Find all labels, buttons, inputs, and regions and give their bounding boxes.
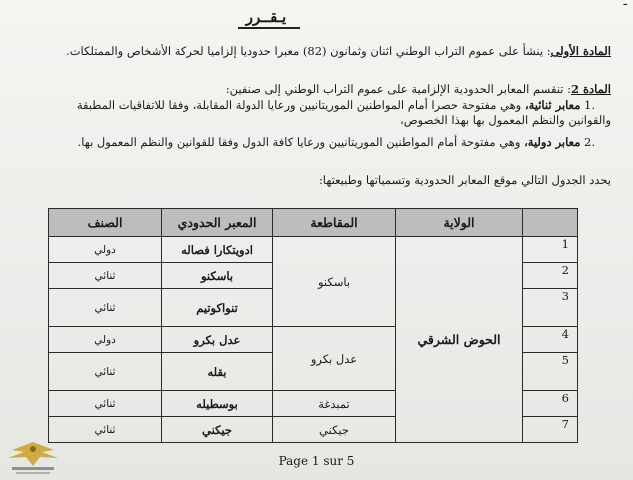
crossing-cell: تنواكوتيم	[162, 289, 273, 327]
class-cell: ثنائي	[49, 353, 162, 391]
row-number: 7	[523, 417, 578, 443]
header-class: الصنف	[49, 209, 162, 237]
header-crossing: المعبر الحدودي	[162, 209, 273, 237]
table-header-row	[49, 209, 578, 237]
moughataa-cell: عدل بكرو	[273, 327, 396, 391]
header-wilaya: الولاية	[396, 209, 523, 237]
item-1-term: معابر ثنائية،	[524, 98, 581, 112]
item-1-number: .1	[584, 98, 595, 112]
moughataa-cell: باسكنو	[273, 237, 396, 327]
crossing-cell: باسكنو	[162, 263, 273, 289]
class-cell: ثنائي	[49, 289, 162, 327]
class-cell: دولي	[49, 327, 162, 353]
eagle-logo-icon	[4, 436, 62, 476]
article-2-text: : تنقسم المعابر الحدودية الإلزامية على عموم التراب الوطني إلى صنفين:	[225, 82, 571, 96]
corner-mark: ـ	[623, 0, 627, 8]
row-number: 1	[523, 237, 578, 263]
item-2-term: معابر دولية،	[524, 135, 581, 149]
crossing-cell: بوسطيله	[162, 391, 273, 417]
header-number	[523, 209, 578, 237]
page-number: Page 1 sur 5	[278, 454, 355, 468]
item-1-text: وهي مفتوحة حصرا أمام المواطنين الموريتانيين ورعايا الدولة المقابلة، وفقا للاتفاقيات المطبقة	[76, 98, 525, 112]
row-number: 3	[523, 289, 578, 327]
table-row	[49, 237, 578, 263]
decision-title: يـقــرر	[245, 8, 287, 26]
class-cell: ثنائي	[49, 417, 162, 443]
row-number: 5	[523, 353, 578, 391]
article-1-label: المادة الأولى	[550, 44, 611, 58]
crossing-cell: عدل بكرو	[162, 327, 273, 353]
item-2	[78, 135, 595, 150]
watermark-logo	[4, 436, 62, 476]
crossing-cell: بقله	[162, 353, 273, 391]
moughataa-cell: تمبدغة	[273, 391, 396, 417]
item-2-text: وهي مفتوحة أمام المواطنين الموريتانيين ورعايا كافة الدول وفقا للقوانين والنظم المعمول بها.	[77, 135, 525, 149]
crossing-cell: جيكني	[162, 417, 273, 443]
crossing-cell: ادويتكارا فصاله	[162, 237, 273, 263]
item-2-number: .2	[584, 135, 595, 149]
article-1-text: : ينشأ على عموم التراب الوطني اثنان وثمانون (82) معبرا حدوديا إلزاميا لحركة الأشخاص والممتلكات.	[66, 44, 551, 58]
moughataa-cell: جيكني	[273, 417, 396, 443]
article-2-label: المادة 2	[570, 82, 611, 96]
wilaya-cell: الحوض الشرقي	[396, 237, 523, 443]
row-number: 4	[523, 327, 578, 353]
class-cell: ثنائي	[49, 391, 162, 417]
article-1	[66, 44, 611, 59]
border-crossings-table	[48, 208, 578, 443]
item-1-continued: والقوانين والنظم المعمول بها بهذا الخصوص،	[400, 113, 611, 127]
header-moughataa: المقاطعة	[273, 209, 396, 237]
row-number: 2	[523, 263, 578, 289]
row-number: 6	[523, 391, 578, 417]
title-underline	[238, 27, 300, 29]
class-cell: ثنائي	[49, 263, 162, 289]
article-2	[226, 82, 611, 97]
class-cell: دولي	[49, 237, 162, 263]
table-intro: يحدد الجدول التالي موقع المعابر الحدودية وتسمياتها وطبيعتها:	[318, 173, 611, 187]
item-1	[77, 98, 595, 113]
